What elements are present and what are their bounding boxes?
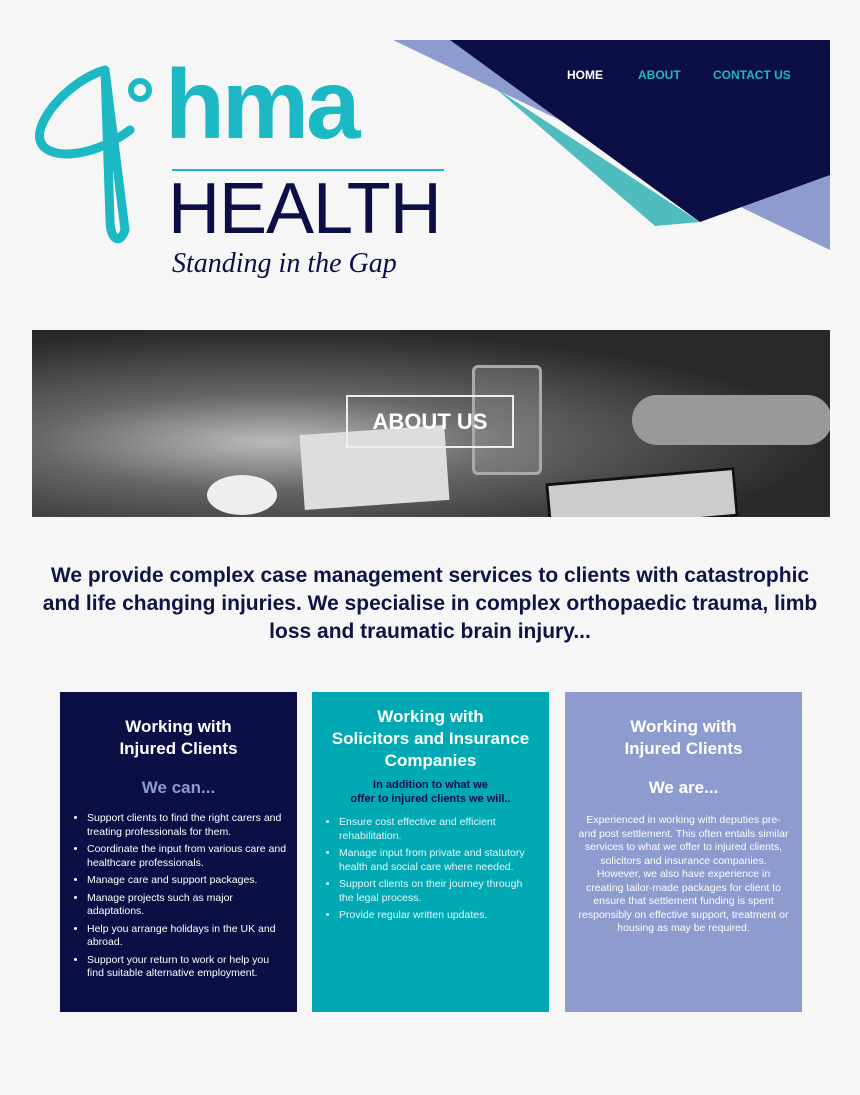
- card-body: Experienced in working with deputies pre- and post settlement. This often entails similar services to what we offer to injured clients, solicitors and insurance companies. However, we also have experience in creating tailor-made packages for client to ensure that settlement funding is spent responsibly on effective support, treatment or housing as may be required.: [578, 814, 789, 934]
- card-subtitle: offer to injured clients we will..: [350, 793, 511, 805]
- list-item: • Support clients to find the right carers and treating professionals for them.: [87, 812, 287, 839]
- logo-mark: hma: [165, 49, 358, 159]
- card-subtitle: We are...: [648, 778, 719, 797]
- card-injured-clients-are: [565, 692, 802, 1012]
- card-title: Companies: [384, 751, 477, 770]
- logo-tagline: Standing in the Gap: [172, 248, 397, 279]
- card-title: Working with: [630, 717, 737, 736]
- nav-contact[interactable]: CONTACT US: [713, 68, 791, 82]
- logo-word: HEALTH: [168, 169, 441, 249]
- card-injured-clients-can: [60, 692, 297, 1012]
- list-item: • Manage projects such as major adaptations.: [87, 892, 287, 919]
- intro-text: We provide complex case management services to clients with catastrophic and life changing injuries. We specialise in complex orthopaedic trauma, limb loss and traumatic brain injury...: [42, 564, 818, 643]
- card-title: Injured Clients: [119, 739, 238, 758]
- card-title: Working with: [377, 707, 484, 726]
- card-title: Working with: [125, 717, 232, 736]
- about-us-button[interactable]: ABOUT US: [346, 395, 514, 448]
- nav-home[interactable]: HOME: [567, 68, 603, 82]
- nav-about[interactable]: ABOUT: [638, 68, 681, 82]
- list-item: • Manage input from private and statutory health and social care where needed.: [339, 847, 539, 874]
- list-item: • Help you arrange holidays in the UK and abroad.: [87, 923, 287, 950]
- list-item: • Manage care and support packages.: [87, 874, 287, 888]
- card-subtitle: We can...: [141, 778, 216, 797]
- card-solicitors: [312, 692, 549, 1012]
- card-title: Injured Clients: [624, 739, 743, 758]
- list-item: • Support clients on their journey through the legal process.: [339, 878, 539, 905]
- card-subtitle: In addition to what we: [373, 779, 488, 791]
- card-title: Solicitors and Insurance: [331, 729, 530, 748]
- list-item: • Support your return to work or help you find suitable alternative employment.: [87, 954, 287, 981]
- list-item: • Coordinate the input from various care and healthcare professionals.: [87, 843, 287, 870]
- list-item: • Provide regular written updates.: [339, 909, 539, 923]
- list-item: • Ensure cost effective and efficient rehabilitation.: [339, 816, 539, 843]
